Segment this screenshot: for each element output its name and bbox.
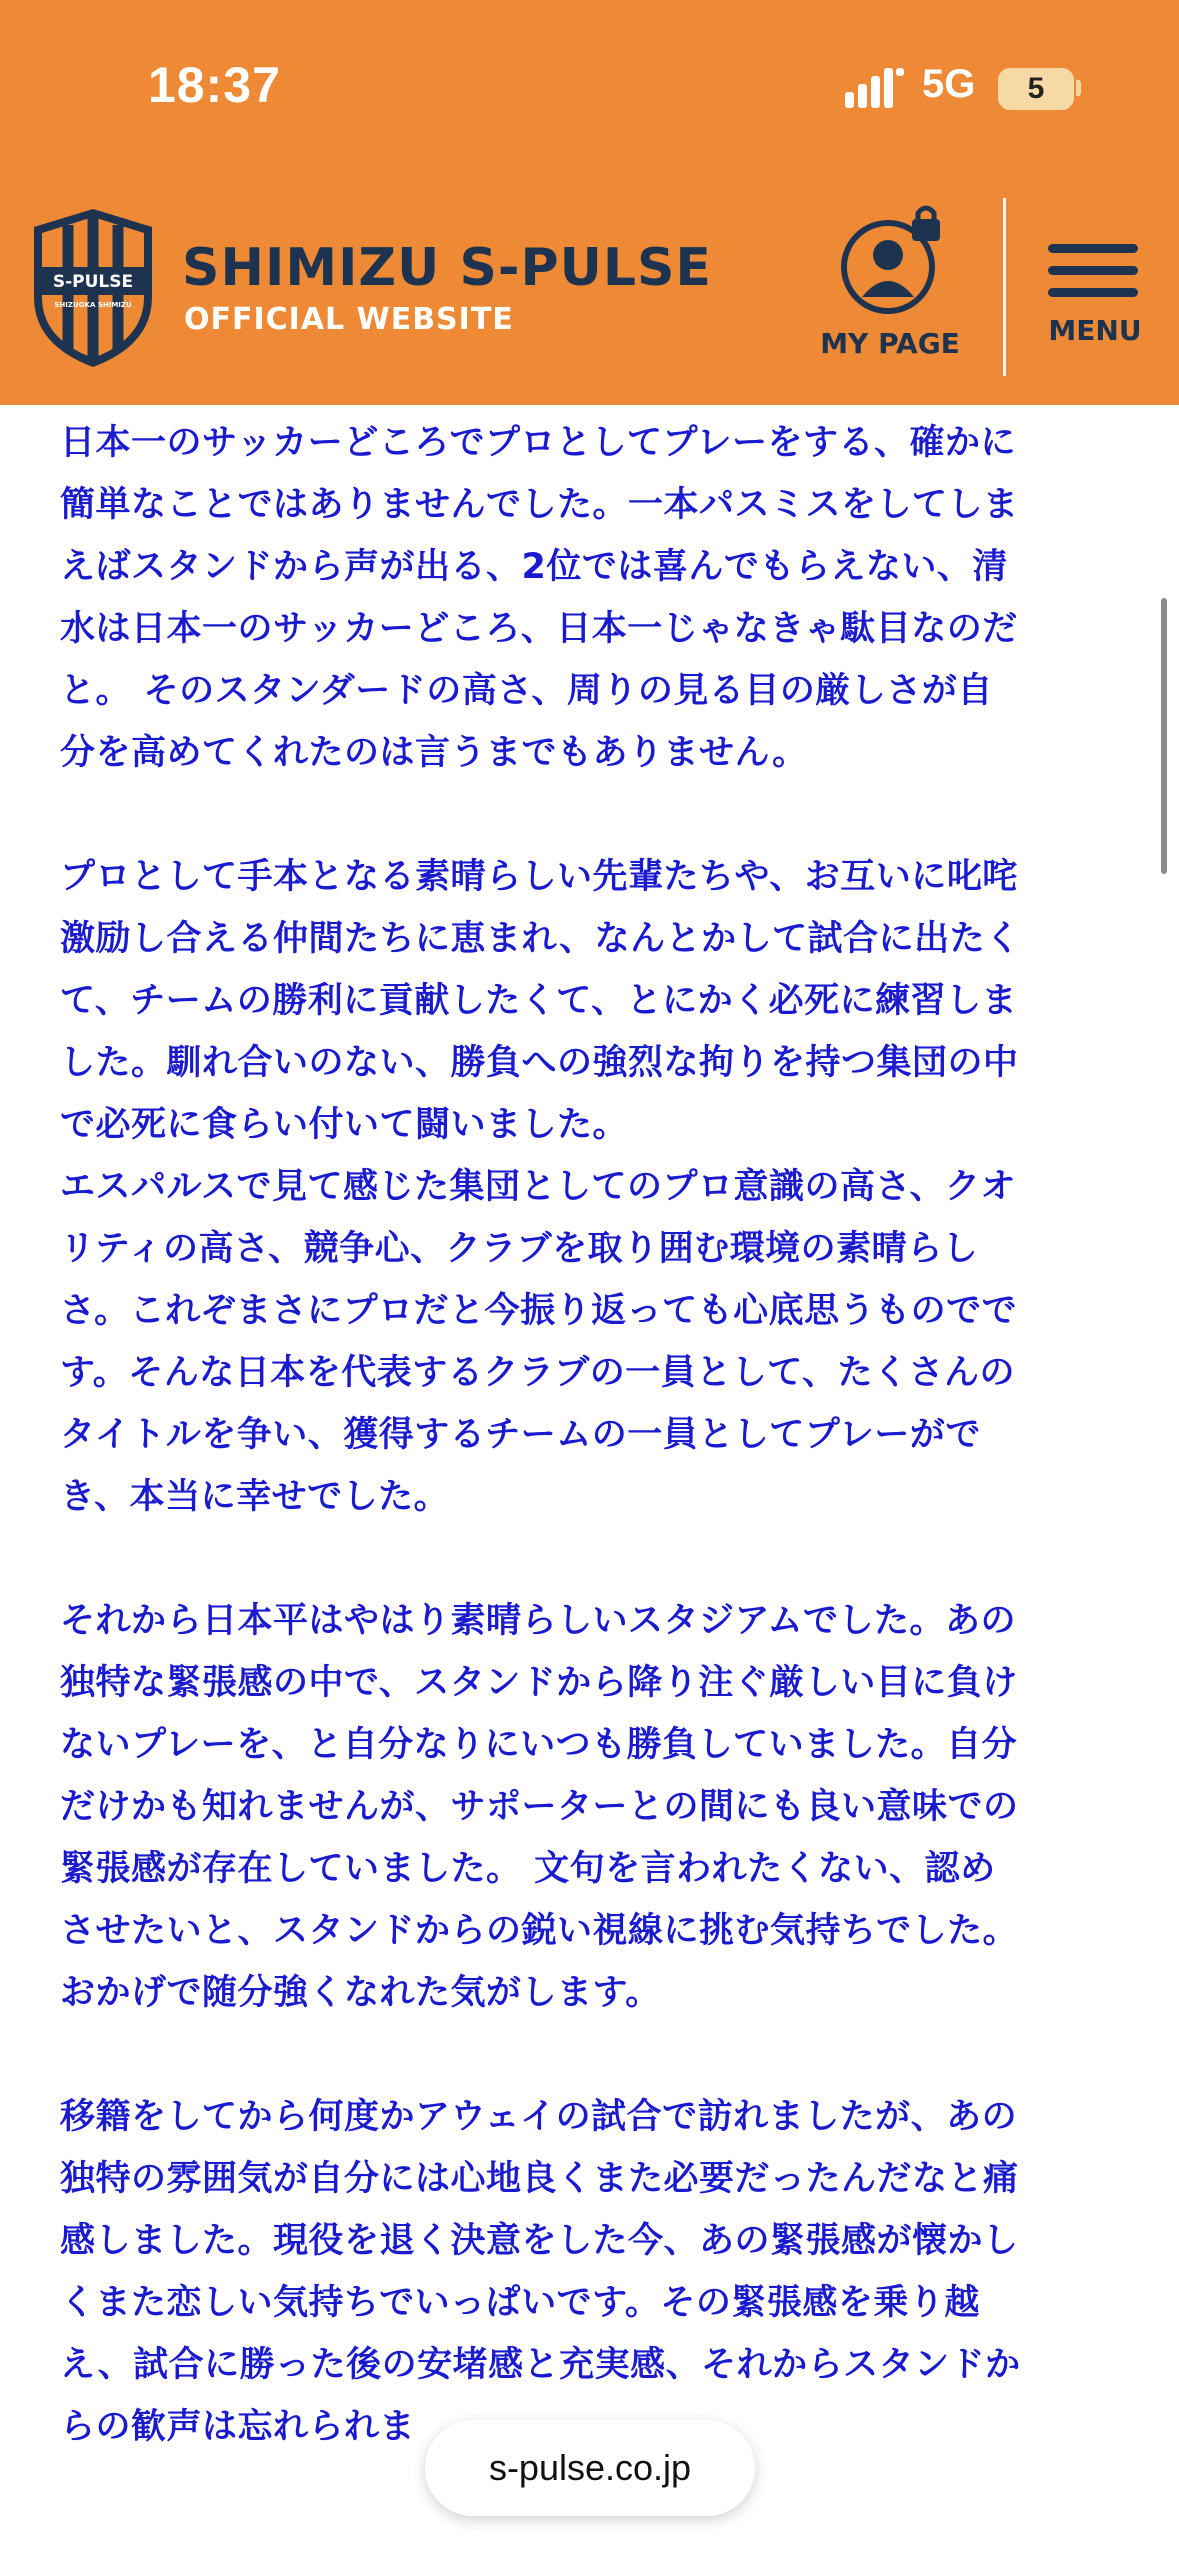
menu-button[interactable] [1040,240,1150,360]
text-line: 日本一のサッカーどころでプロとしてプレーをする、確かに [60,423,1017,463]
crest-subtext: SHIZUOKA SHIMIZU [54,301,132,309]
hamburger-bar [1048,266,1138,275]
club-crest-logo[interactable] [28,205,158,371]
my-page-label: MY PAGE [820,327,960,360]
text-line: タイトルを争い、獲得するチームの一員としてプレーがで [60,1415,981,1455]
text-line: え、試合に勝った後の安堵感と充実感、それからスタンドか [60,2345,1021,2385]
text-line: 緊張感が存在していました。 文句を言われたくない、認め [60,1849,996,1889]
site-title[interactable]: SHIMIZU S-PULSE [182,238,712,298]
paragraph-2 [60,846,1124,1528]
paragraph-gap [60,2024,1124,2086]
text-line: プロとして手本となる素晴らしい先輩たちや、お互いに叱咤 [60,857,1018,897]
paragraph-3 [60,1590,1124,2024]
header-divider [1003,198,1006,376]
article-body [60,412,1124,2458]
text-line: だけかも知れませんが、サポーターとの間にも良い意味での [60,1787,1019,1827]
crest-text: S-PULSE [52,272,134,292]
text-line: らの歓声は忘れられま [60,2407,416,2447]
battery-level: 5 [1027,72,1045,105]
text-line: て、チームの勝利に貢献したくて、とにかく必死に練習しま [60,981,1018,1021]
user-lock-icon [840,205,950,315]
text-line: させたいと、スタンドからの鋭い視線に挑む気持ちでした。 [60,1911,1019,1951]
site-header [0,0,1179,405]
paragraph-gap [60,784,1124,846]
scrollbar[interactable] [1161,598,1167,874]
text-line: 独特の雰囲気が自分には心地良くまた必要だったんだなと痛 [60,2159,1019,2199]
address-bar[interactable] [425,2420,755,2516]
text-line: す。そんな日本を代表するクラブの一員として、たくさんの [60,1353,1016,1393]
text-line: エスパルスで見て感じた集団としてのプロ意識の高さ、クオ [60,1167,1017,1207]
text-line: 簡単なことではありませんでした。一本パスミスをしてしま [60,485,1019,525]
network-type: 5G [922,62,976,106]
text-line: 激励し合える仲間たちに恵まれ、なんとかして試合に出たく [60,919,1021,959]
text-line: で必死に食らい付いて闘いました。 [60,1105,629,1145]
text-line: それから日本平はやはり素晴らしいスタジアムでした。あの [60,1601,1017,1641]
text-line: 移籍をしてから何度かアウェイの試合で訪れましたが、あの [60,2097,1018,2137]
text-line: ないプレーを、と自分なりにいつも勝負していました。自分 [60,1725,1018,1765]
text-line: 分を高めてくれたのは言うまでもありません。 [60,733,808,773]
battery-tip [1076,80,1081,96]
battery-icon [998,68,1074,110]
hamburger-bar [1048,288,1138,297]
text-line: した。馴れ合いのない、勝負への強烈な拘りを持つ集団の中 [60,1043,1019,1083]
text-line: 水は日本一のサッカーどころ、日本一じゃなきゃ駄目なのだ [60,609,1018,649]
text-line: えばスタンドから声が出る、2位では喜んでもらえない、清 [60,547,1008,587]
cellular-signal-icon [845,66,905,108]
text-line: き、本当に幸せでした。 [60,1477,450,1517]
text-line: リティの高さ、競争心、クラブを取り囲む環境の素晴らし [60,1229,979,1269]
hamburger-bar [1048,244,1138,253]
menu-label: MENU [1048,314,1142,347]
site-subtitle: OFFICIAL WEBSITE [184,302,514,337]
status-time: 18:37 [148,57,281,113]
text-line: と。 そのスタンダードの高さ、周りの見る目の厳しさが自 [60,671,993,711]
text-line: おかげで随分強くなれた気がします。 [60,1973,661,2013]
text-line: さ。これぞまさにプロだと今振り返っても心底思うものでで [60,1291,1018,1331]
text-line: くまた恋しい気持ちでいっぱいです。その緊張感を乗り越 [60,2283,980,2323]
url-text: s-pulse.co.jp [488,2447,692,2488]
paragraph-4 [60,2086,1124,2458]
paragraph-1 [60,412,1124,784]
text-line: 感しました。現役を退く決意をした今、あの緊張感が懐かし [60,2221,1019,2261]
paragraph-gap [60,1528,1124,1590]
my-page-button[interactable] [820,205,960,370]
text-line: 独特な緊張感の中で、スタンドから降り注ぐ厳しい目に負け [60,1663,1018,1703]
